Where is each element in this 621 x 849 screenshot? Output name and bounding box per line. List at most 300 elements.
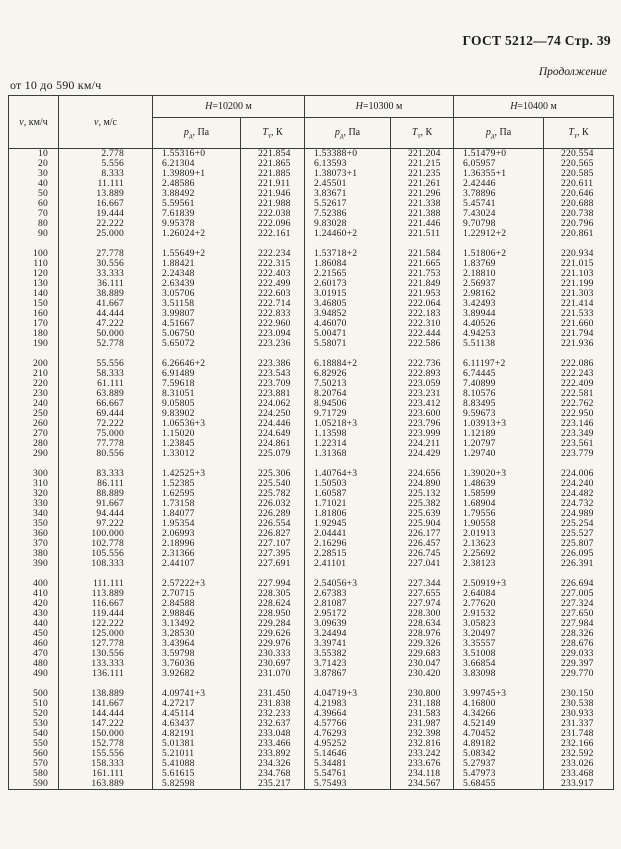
cell-t: 220.738 (544, 209, 614, 219)
speed-range-label: от 10 до 590 км/ч (10, 78, 102, 92)
cell-p: 2.54056+3 (305, 579, 391, 589)
cell-p: 4.63437 (153, 719, 241, 729)
cell-t: 231.450 (241, 689, 305, 699)
table-row (9, 709, 614, 719)
cell-t: 233.048 (241, 729, 305, 739)
cell-p: 1.06536+3 (153, 419, 241, 429)
cell-p: 4.94253 (454, 329, 544, 339)
cell-t: 220.934 (544, 249, 614, 259)
cell-t: 234.118 (391, 769, 454, 779)
cell-v-kmh: 460 (9, 639, 59, 649)
cell-p: 1.39020+3 (454, 469, 544, 479)
cell-t: 227.994 (241, 579, 305, 589)
cell-v-ms: 11.111 (59, 179, 153, 189)
cell-t: 233.676 (391, 759, 454, 769)
cell-t: 229.626 (241, 629, 305, 639)
continuation-label: Продолжение (538, 66, 607, 78)
table-row (9, 539, 614, 549)
cell-p: 5.41088 (153, 759, 241, 769)
cell-t: 229.284 (241, 619, 305, 629)
cell-p: 2.95172 (305, 609, 391, 619)
cell-v-ms: 55.556 (59, 359, 153, 369)
block-gap-row (9, 349, 614, 359)
cell-p: 1.71021 (305, 499, 391, 509)
cell-v-ms: 155.556 (59, 749, 153, 759)
cell-p: 3.83098 (454, 669, 544, 679)
cell-p: 3.05706 (153, 289, 241, 299)
cell-t: 222.893 (391, 369, 454, 379)
cell-p: 5.01381 (153, 739, 241, 749)
cell-t: 222.161 (241, 229, 305, 239)
cell-t: 228.305 (241, 589, 305, 599)
cell-v-ms: 2.778 (59, 149, 153, 160)
cell-t: 223.386 (241, 359, 305, 369)
cell-t: 221.533 (544, 309, 614, 319)
cell-t: 232.398 (391, 729, 454, 739)
table-row (9, 329, 614, 339)
cell-t: 222.736 (391, 359, 454, 369)
cell-p: 6.11197+2 (454, 359, 544, 369)
cell-p: 1.81806 (305, 509, 391, 519)
cell-v-kmh: 580 (9, 769, 59, 779)
cell-t: 232.637 (241, 719, 305, 729)
table-row (9, 779, 614, 790)
gap-cell (305, 239, 391, 249)
cell-t: 227.324 (544, 599, 614, 609)
gap-cell (391, 349, 454, 359)
cell-v-ms: 147.222 (59, 719, 153, 729)
cell-t: 229.033 (544, 649, 614, 659)
cell-v-ms: 36.111 (59, 279, 153, 289)
cell-t: 223.412 (391, 399, 454, 409)
cell-v-kmh: 310 (9, 479, 59, 489)
cell-p: 3.01915 (305, 289, 391, 299)
cell-t: 227.344 (391, 579, 454, 589)
cell-t: 226.457 (391, 539, 454, 549)
cell-v-kmh: 550 (9, 739, 59, 749)
cell-v-kmh: 360 (9, 529, 59, 539)
cell-p: 1.12189 (454, 429, 544, 439)
cell-t: 227.005 (544, 589, 614, 599)
table-row (9, 169, 614, 179)
cell-p: 5.21011 (153, 749, 241, 759)
cell-p: 1.40764+3 (305, 469, 391, 479)
cell-p: 3.76036 (153, 659, 241, 669)
table-row (9, 429, 614, 439)
cell-p: 5.59561 (153, 199, 241, 209)
cell-v-ms: 88.889 (59, 489, 153, 499)
table-row (9, 589, 614, 599)
cell-t: 224.656 (391, 469, 454, 479)
cell-p: 5.51138 (454, 339, 544, 349)
cell-t: 224.482 (544, 489, 614, 499)
cell-v-ms: 86.111 (59, 479, 153, 489)
cell-p: 9.95378 (153, 219, 241, 229)
cell-p: 3.24494 (305, 629, 391, 639)
cell-p: 2.91532 (454, 609, 544, 619)
cell-t: 228.634 (391, 619, 454, 629)
gap-cell (391, 569, 454, 579)
cell-t: 228.300 (391, 609, 454, 619)
cell-v-kmh: 70 (9, 209, 59, 219)
cell-p: 3.20497 (454, 629, 544, 639)
cell-v-kmh: 180 (9, 329, 59, 339)
col-group-altitude-1: H=10300 м (305, 96, 454, 118)
col-header-pressure-0: $p_д$, Па (153, 118, 241, 149)
cell-p: 8.83495 (454, 399, 544, 409)
cell-t: 226.694 (544, 579, 614, 589)
table-row (9, 359, 614, 369)
cell-p: 1.79556 (454, 509, 544, 519)
cell-p: 8.94506 (305, 399, 391, 409)
cell-p: 1.31368 (305, 449, 391, 459)
cell-p: 4.51667 (153, 319, 241, 329)
cell-t: 222.603 (241, 289, 305, 299)
cell-p: 1.83769 (454, 259, 544, 269)
table-row (9, 579, 614, 589)
cell-p: 2.42446 (454, 179, 544, 189)
cell-t: 221.885 (241, 169, 305, 179)
cell-t: 220.565 (544, 159, 614, 169)
gap-cell (59, 569, 153, 579)
cell-t: 233.026 (544, 759, 614, 769)
cell-v-kmh: 160 (9, 309, 59, 319)
cell-t: 224.006 (544, 469, 614, 479)
cell-v-kmh: 430 (9, 609, 59, 619)
cell-p: 1.05218+3 (305, 419, 391, 429)
cell-v-ms: 102.778 (59, 539, 153, 549)
cell-p: 5.65072 (153, 339, 241, 349)
cell-v-ms: 41.667 (59, 299, 153, 309)
cell-p: 7.52386 (305, 209, 391, 219)
gap-cell (153, 459, 241, 469)
table-row (9, 439, 614, 449)
cell-t: 221.446 (391, 219, 454, 229)
block-gap-row (9, 459, 614, 469)
table-row (9, 279, 614, 289)
col-header-pressure-1: $p_д$, Па (305, 118, 391, 149)
cell-p: 1.55316+0 (153, 149, 241, 160)
cell-p: 5.82598 (153, 779, 241, 790)
cell-p: 2.56937 (454, 279, 544, 289)
cell-p: 3.59798 (153, 649, 241, 659)
cell-t: 221.946 (241, 189, 305, 199)
cell-t: 233.917 (544, 779, 614, 790)
cell-v-kmh: 530 (9, 719, 59, 729)
cell-v-ms: 116.667 (59, 599, 153, 609)
cell-p: 5.58071 (305, 339, 391, 349)
table-row (9, 199, 614, 209)
cell-p: 4.34266 (454, 709, 544, 719)
col-header-speed-ms: v, м/с (59, 96, 153, 149)
cell-t: 220.611 (544, 179, 614, 189)
cell-t: 228.976 (391, 629, 454, 639)
cell-p: 2.44107 (153, 559, 241, 569)
cell-t: 230.420 (391, 669, 454, 679)
cell-p: 1.22314 (305, 439, 391, 449)
cell-v-ms: 152.778 (59, 739, 153, 749)
cell-v-kmh: 30 (9, 169, 59, 179)
block-gap-row (9, 239, 614, 249)
cell-t: 225.639 (391, 509, 454, 519)
table-row (9, 209, 614, 219)
cell-t: 221.753 (391, 269, 454, 279)
cell-p: 6.82926 (305, 369, 391, 379)
cell-t: 231.188 (391, 699, 454, 709)
cell-v-kmh: 190 (9, 339, 59, 349)
cell-p: 2.45501 (305, 179, 391, 189)
table-row (9, 309, 614, 319)
cell-p: 2.28515 (305, 549, 391, 559)
cell-p: 6.91489 (153, 369, 241, 379)
cell-p: 9.83028 (305, 219, 391, 229)
gap-cell (544, 349, 614, 359)
cell-p: 2.41101 (305, 559, 391, 569)
cell-v-kmh: 420 (9, 599, 59, 609)
cell-t: 233.466 (241, 739, 305, 749)
table-row (9, 369, 614, 379)
cell-t: 230.697 (241, 659, 305, 669)
gap-cell (241, 679, 305, 689)
cell-v-ms: 108.333 (59, 559, 153, 569)
cell-t: 221.953 (391, 289, 454, 299)
cell-t: 224.429 (391, 449, 454, 459)
cell-v-kmh: 320 (9, 489, 59, 499)
cell-p: 4.57766 (305, 719, 391, 729)
cell-t: 221.911 (241, 179, 305, 189)
cell-p: 5.47973 (454, 769, 544, 779)
cell-p: 4.89182 (454, 739, 544, 749)
cell-p: 3.66854 (454, 659, 544, 669)
cell-v-kmh: 390 (9, 559, 59, 569)
cell-p: 4.27217 (153, 699, 241, 709)
cell-v-ms: 19.444 (59, 209, 153, 219)
table-body (9, 149, 614, 790)
cell-p: 3.99745+3 (454, 689, 544, 699)
cell-v-kmh: 110 (9, 259, 59, 269)
cell-t: 223.561 (544, 439, 614, 449)
cell-t: 222.960 (241, 319, 305, 329)
cell-p: 3.43964 (153, 639, 241, 649)
table-header (9, 96, 614, 149)
cell-v-kmh: 590 (9, 779, 59, 790)
cell-p: 5.34481 (305, 759, 391, 769)
cell-t: 222.183 (391, 309, 454, 319)
cell-p: 2.67383 (305, 589, 391, 599)
gap-cell (241, 239, 305, 249)
cell-t: 230.933 (544, 709, 614, 719)
cell-p: 1.90558 (454, 519, 544, 529)
cell-v-kmh: 40 (9, 179, 59, 189)
cell-t: 220.585 (544, 169, 614, 179)
cell-p: 3.46805 (305, 299, 391, 309)
cell-t: 223.059 (391, 379, 454, 389)
cell-t: 224.861 (241, 439, 305, 449)
cell-p: 1.20797 (454, 439, 544, 449)
cell-t: 223.094 (241, 329, 305, 339)
col-header-temperature-1: $T_т$, К (391, 118, 454, 149)
cell-p: 1.53718+2 (305, 249, 391, 259)
cell-v-kmh: 220 (9, 379, 59, 389)
cell-t: 230.800 (391, 689, 454, 699)
cell-p: 2.24348 (153, 269, 241, 279)
cell-t: 224.240 (544, 479, 614, 489)
cell-p: 2.13623 (454, 539, 544, 549)
cell-t: 221.849 (391, 279, 454, 289)
table-row (9, 499, 614, 509)
cell-t: 221.854 (241, 149, 305, 160)
cell-p: 1.38073+1 (305, 169, 391, 179)
cell-t: 222.409 (544, 379, 614, 389)
cell-v-kmh: 490 (9, 669, 59, 679)
table-row (9, 509, 614, 519)
cell-p: 3.89944 (454, 309, 544, 319)
col-header-temperature-0: $T_т$, К (241, 118, 305, 149)
gap-cell (59, 349, 153, 359)
cell-t: 222.499 (241, 279, 305, 289)
cell-p: 1.62595 (153, 489, 241, 499)
table-row (9, 739, 614, 749)
cell-p: 1.51806+2 (454, 249, 544, 259)
cell-t: 226.095 (544, 549, 614, 559)
cell-t: 221.015 (544, 259, 614, 269)
cell-v-ms: 44.444 (59, 309, 153, 319)
cell-p: 2.84588 (153, 599, 241, 609)
cell-t: 220.796 (544, 219, 614, 229)
cell-v-ms: 22.222 (59, 219, 153, 229)
cell-p: 6.05957 (454, 159, 544, 169)
gap-cell (59, 239, 153, 249)
cell-v-kmh: 300 (9, 469, 59, 479)
cell-t: 227.691 (241, 559, 305, 569)
cell-t: 229.326 (391, 639, 454, 649)
cell-t: 226.289 (241, 509, 305, 519)
cell-p: 1.26024+2 (153, 229, 241, 239)
gap-cell (59, 679, 153, 689)
cell-v-kmh: 290 (9, 449, 59, 459)
cell-t: 222.038 (241, 209, 305, 219)
cell-v-kmh: 350 (9, 519, 59, 529)
cell-t: 226.554 (241, 519, 305, 529)
cell-v-ms: 61.111 (59, 379, 153, 389)
cell-p: 2.25692 (454, 549, 544, 559)
cell-p: 7.61839 (153, 209, 241, 219)
table-row (9, 519, 614, 529)
cell-t: 224.989 (544, 509, 614, 519)
cell-p: 3.88492 (153, 189, 241, 199)
cell-t: 221.660 (544, 319, 614, 329)
cell-t: 221.303 (544, 289, 614, 299)
table-row (9, 159, 614, 169)
cell-p: 4.82191 (153, 729, 241, 739)
cell-v-kmh: 80 (9, 219, 59, 229)
cell-p: 2.48586 (153, 179, 241, 189)
cell-t: 222.950 (544, 409, 614, 419)
col-group-altitude-0: H=10200 м (153, 96, 305, 118)
table-row (9, 449, 614, 459)
cell-t: 223.146 (544, 419, 614, 429)
cell-t: 222.403 (241, 269, 305, 279)
cell-v-kmh: 340 (9, 509, 59, 519)
cell-t: 221.235 (391, 169, 454, 179)
cell-p: 2.06993 (153, 529, 241, 539)
cell-p: 2.81087 (305, 599, 391, 609)
gap-cell (305, 349, 391, 359)
cell-p: 8.31051 (153, 389, 241, 399)
cell-v-ms: 127.778 (59, 639, 153, 649)
gap-cell (454, 349, 544, 359)
cell-p: 3.51158 (153, 299, 241, 309)
cell-p: 2.16296 (305, 539, 391, 549)
cell-v-ms: 105.556 (59, 549, 153, 559)
cell-t: 220.688 (544, 199, 614, 209)
cell-p: 9.70798 (454, 219, 544, 229)
cell-t: 224.062 (241, 399, 305, 409)
cell-v-ms: 97.222 (59, 519, 153, 529)
gap-cell (454, 239, 544, 249)
cell-t: 222.714 (241, 299, 305, 309)
table-row (9, 269, 614, 279)
cell-t: 225.254 (544, 519, 614, 529)
col-header-pressure-2: $p_д$, Па (454, 118, 544, 149)
cell-v-ms: 47.222 (59, 319, 153, 329)
cell-t: 230.150 (544, 689, 614, 699)
cell-v-kmh: 120 (9, 269, 59, 279)
cell-t: 225.079 (241, 449, 305, 459)
cell-p: 5.54761 (305, 769, 391, 779)
gap-cell (153, 569, 241, 579)
cell-t: 223.709 (241, 379, 305, 389)
gap-cell (544, 459, 614, 469)
cell-t: 223.231 (391, 389, 454, 399)
cell-p: 2.38123 (454, 559, 544, 569)
cell-t: 234.768 (241, 769, 305, 779)
table-row (9, 729, 614, 739)
cell-p: 6.21304 (153, 159, 241, 169)
cell-v-kmh: 130 (9, 279, 59, 289)
table-row (9, 469, 614, 479)
cell-t: 222.234 (241, 249, 305, 259)
cell-p: 3.05823 (454, 619, 544, 629)
cell-t: 223.881 (241, 389, 305, 399)
gap-cell (9, 459, 59, 469)
cell-v-kmh: 510 (9, 699, 59, 709)
table-row (9, 769, 614, 779)
table-row (9, 479, 614, 489)
cell-t: 228.326 (544, 629, 614, 639)
cell-p: 9.83902 (153, 409, 241, 419)
cell-t: 233.468 (544, 769, 614, 779)
cell-p: 5.06750 (153, 329, 241, 339)
cell-v-ms: 113.889 (59, 589, 153, 599)
cell-p: 5.00471 (305, 329, 391, 339)
block-gap-row (9, 569, 614, 579)
cell-p: 4.46070 (305, 319, 391, 329)
table-row (9, 229, 614, 239)
cell-t: 225.527 (544, 529, 614, 539)
cell-p: 5.61615 (153, 769, 241, 779)
cell-v-ms: 119.444 (59, 609, 153, 619)
cell-t: 222.444 (391, 329, 454, 339)
cell-v-kmh: 200 (9, 359, 59, 369)
cell-t: 230.538 (544, 699, 614, 709)
cell-v-ms: 5.556 (59, 159, 153, 169)
table-row (9, 719, 614, 729)
table-row (9, 419, 614, 429)
cell-p: 2.04441 (305, 529, 391, 539)
cell-v-ms: 27.778 (59, 249, 153, 259)
gap-cell (153, 349, 241, 359)
